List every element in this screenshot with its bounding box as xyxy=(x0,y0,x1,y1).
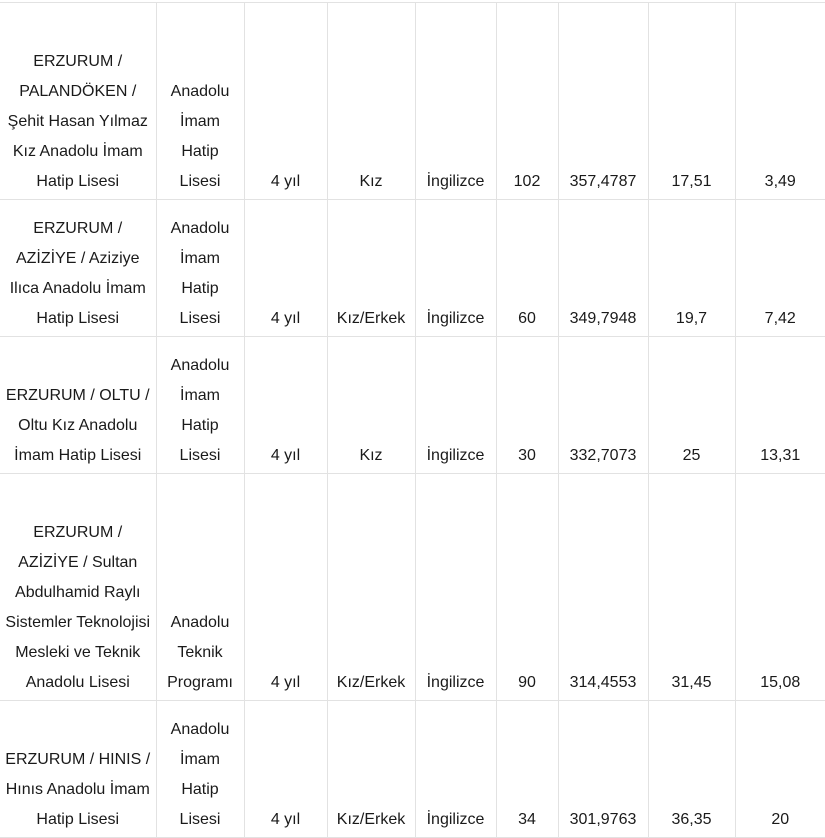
score-cell: 332,7073 xyxy=(558,337,648,474)
table-row xyxy=(0,337,825,474)
score-cell: 301,9763 xyxy=(558,701,648,838)
quota-cell: 60 xyxy=(496,200,558,337)
school-type-cell: Anadolu İmam Hatip Lisesi xyxy=(156,3,244,200)
language-cell: İngilizce xyxy=(415,337,496,474)
percentile-cell: 25 xyxy=(648,337,735,474)
school-type-cell: Anadolu İmam Hatip Lisesi xyxy=(156,701,244,838)
percentile-cell: 31,45 xyxy=(648,474,735,701)
language-cell: İngilizce xyxy=(415,701,496,838)
table-row xyxy=(0,200,825,337)
local-percentile-cell: 15,08 xyxy=(735,474,825,701)
gender-cell: Kız xyxy=(327,337,415,474)
gender-cell: Kız/Erkek xyxy=(327,200,415,337)
quota-cell: 90 xyxy=(496,474,558,701)
school-name-cell: ERZURUM / PALANDÖKEN / Şehit Hasan Yılmaz Kız Anadolu İmam Hatip Lisesi xyxy=(0,3,156,200)
language-cell: İngilizce xyxy=(415,474,496,701)
language-cell: İngilizce xyxy=(415,200,496,337)
percentile-cell: 17,51 xyxy=(648,3,735,200)
score-cell: 314,4553 xyxy=(558,474,648,701)
school-name-cell: ERZURUM / HINIS / Hınıs Anadolu İmam Hatip Lisesi xyxy=(0,701,156,838)
school-type-cell: Anadolu Teknik Programı xyxy=(156,474,244,701)
percentile-cell: 36,35 xyxy=(648,701,735,838)
local-percentile-cell: 3,49 xyxy=(735,3,825,200)
school-type-cell: Anadolu İmam Hatip Lisesi xyxy=(156,337,244,474)
gender-cell: Kız xyxy=(327,3,415,200)
gender-cell: Kız/Erkek xyxy=(327,701,415,838)
local-percentile-cell: 20 xyxy=(735,701,825,838)
quota-cell: 102 xyxy=(496,3,558,200)
quota-cell: 30 xyxy=(496,337,558,474)
language-cell: İngilizce xyxy=(415,3,496,200)
duration-cell: 4 yıl xyxy=(244,337,327,474)
score-cell: 357,4787 xyxy=(558,3,648,200)
duration-cell: 4 yıl xyxy=(244,3,327,200)
duration-cell: 4 yıl xyxy=(244,474,327,701)
school-name-cell: ERZURUM / AZİZİYE / Sultan Abdulhamid Raylı Sistemler Teknolojisi Mesleki ve Teknik Anadolu Lisesi xyxy=(0,474,156,701)
school-type-cell: Anadolu İmam Hatip Lisesi xyxy=(156,200,244,337)
duration-cell: 4 yıl xyxy=(244,200,327,337)
school-results-table xyxy=(0,2,825,838)
local-percentile-cell: 13,31 xyxy=(735,337,825,474)
table-row xyxy=(0,3,825,200)
school-name-cell: ERZURUM / AZİZİYE / Aziziye Ilıca Anadolu İmam Hatip Lisesi xyxy=(0,200,156,337)
duration-cell: 4 yıl xyxy=(244,701,327,838)
table-row xyxy=(0,474,825,701)
score-cell: 349,7948 xyxy=(558,200,648,337)
local-percentile-cell: 7,42 xyxy=(735,200,825,337)
gender-cell: Kız/Erkek xyxy=(327,474,415,701)
percentile-cell: 19,7 xyxy=(648,200,735,337)
table-row xyxy=(0,701,825,838)
quota-cell: 34 xyxy=(496,701,558,838)
school-name-cell: ERZURUM / OLTU / Oltu Kız Anadolu İmam Hatip Lisesi xyxy=(0,337,156,474)
